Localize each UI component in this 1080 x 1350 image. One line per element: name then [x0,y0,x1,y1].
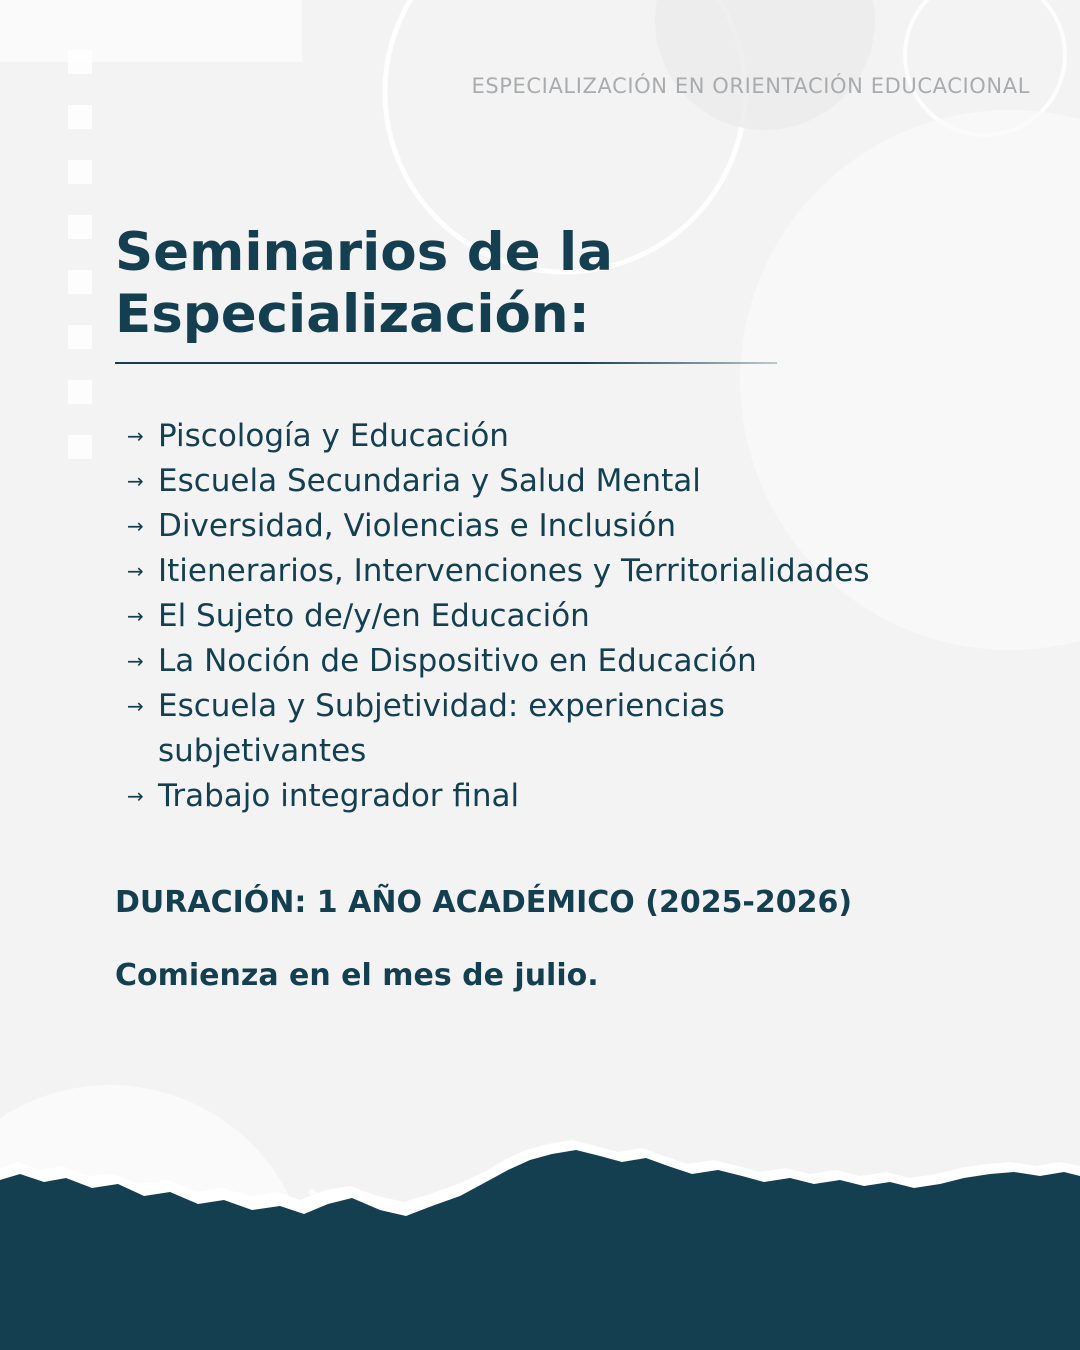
arrow-right-icon: → [127,514,144,538]
seminar-label: Trabajo integrador final [158,778,520,814]
seminar-label: Diversidad, Violencias e Inclusión [158,508,676,544]
page-title [115,222,795,346]
arrow-right-icon: → [127,604,144,628]
seminar-list [125,414,1025,819]
title-line-2: Especialización: [115,284,590,345]
seminar-label: Itienerarios, Intervenciones y Territorialidades [158,553,870,589]
seminar-item [125,459,1025,504]
arrow-right-icon: → [127,469,144,493]
seminar-label: El Sujeto de/y/en Educación [158,598,590,634]
seminar-item [125,639,1025,684]
seminar-item [125,414,1025,459]
seminar-item [125,549,1025,594]
seminar-item [125,594,1025,639]
arrow-right-icon: → [127,649,144,673]
program-label: ESPECIALIZACIÓN EN ORIENTACIÓN EDUCACIONAL [471,74,1030,98]
seminar-label: Piscología y Educación [158,418,509,454]
start-note: Comienza en el mes de julio. [115,958,599,993]
seminar-label: La Noción de Dispositivo en Educación [158,643,757,679]
title-line-1: Seminarios de la [115,222,613,283]
arrow-right-icon: → [127,784,144,808]
footer-torn-edge [0,1140,1080,1350]
arrow-right-icon: → [127,424,144,448]
duration-info: DURACIÓN: 1 AÑO ACADÉMICO (2025-2026) [115,885,853,920]
title-divider [115,362,777,364]
seminar-item [125,684,858,774]
arrow-right-icon: → [127,559,144,583]
seminar-label: Escuela Secundaria y Salud Mental [158,463,701,499]
seminar-item [125,504,1025,549]
seminar-item [125,774,1025,819]
seminar-label: Escuela y Subjetividad: experiencias subjetivantes [158,688,725,769]
arrow-right-icon: → [127,694,144,718]
